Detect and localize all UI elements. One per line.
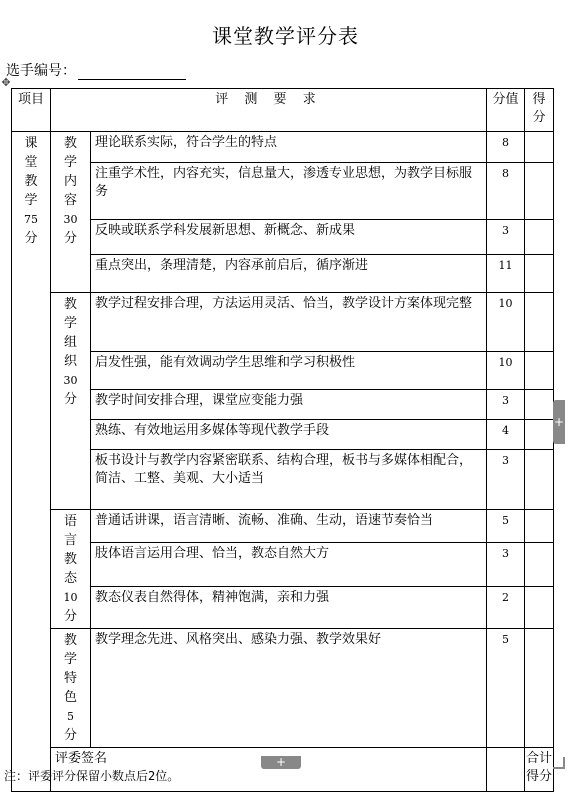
main-category-points: 75 <box>24 213 38 226</box>
criterion-text: 理论联系实际，符合学生的特点 <box>91 132 487 163</box>
criterion-text: 教态仪表自然得体，精神饱满，亲和力强 <box>91 587 487 629</box>
header-points: 分值 <box>487 89 525 132</box>
table-row <box>12 132 554 163</box>
group-unit: 分 <box>63 392 77 407</box>
criterion-points: 8 <box>487 163 525 220</box>
main-category-unit: 分 <box>24 231 38 246</box>
score-input-cell[interactable] <box>525 352 554 390</box>
table-row <box>12 510 554 543</box>
criterion-points: 3 <box>487 390 525 420</box>
footnote: 注：评委评分保留小数点后2位。 <box>4 769 180 783</box>
table-row <box>12 450 554 510</box>
criterion-points: 3 <box>487 450 525 510</box>
criterion-text: 熟练、有效地运用多媒体等现代教学手段 <box>91 420 487 450</box>
criterion-text: 注重学术性，内容充实，信息量大，渗透专业思想，为教学目标服务 <box>91 163 487 220</box>
table-row <box>12 390 554 420</box>
criterion-text: 肢体语言运用合理、恰当，教态自然大方 <box>91 543 487 587</box>
header-score: 得分 <box>525 89 554 132</box>
score-input-cell[interactable] <box>525 163 554 220</box>
group-points: 10 <box>63 591 78 604</box>
criterion-points: 3 <box>487 543 525 587</box>
criterion-text: 教学时间安排合理，课堂应变能力强 <box>91 390 487 420</box>
group-points: 5 <box>67 710 74 723</box>
score-input-cell[interactable] <box>525 220 554 255</box>
judge-signature-label: 评委签名 <box>51 748 487 792</box>
score-input-cell[interactable] <box>525 587 554 629</box>
group-cell-teaching-content <box>51 132 91 293</box>
group-points: 30 <box>63 213 78 226</box>
total-score-label: 合计得分 <box>525 748 554 792</box>
table-row <box>12 163 554 220</box>
table-row <box>12 420 554 450</box>
plus-icon[interactable]: + <box>553 400 565 444</box>
criterion-points: 11 <box>487 255 525 293</box>
contestant-number-blank[interactable] <box>78 65 186 80</box>
header-criteria: 评 测 要 求 <box>51 89 487 132</box>
criterion-points: 5 <box>487 510 525 543</box>
criterion-points: 4 <box>487 420 525 450</box>
group-cell-teaching-organization <box>51 293 91 510</box>
header-row <box>12 89 554 132</box>
score-input-cell[interactable] <box>525 390 554 420</box>
criterion-points: 5 <box>487 629 525 748</box>
group-unit: 分 <box>63 231 77 246</box>
criterion-text: 教学理念先进、风格突出、感染力强、教学效果好 <box>91 629 487 748</box>
group-name: 教学内容 <box>63 136 77 208</box>
score-input-cell[interactable] <box>525 293 554 352</box>
score-input-cell[interactable] <box>525 629 554 748</box>
criterion-points: 10 <box>487 352 525 390</box>
judge-signature-field[interactable] <box>487 748 525 792</box>
contestant-number-label: 选手编号： <box>6 63 76 79</box>
page-title: 课堂教学评分表 <box>212 24 359 48</box>
group-unit: 分 <box>63 728 77 743</box>
table-row <box>12 587 554 629</box>
move-icon[interactable]: ✥ <box>1 76 11 89</box>
criterion-points: 10 <box>487 293 525 352</box>
table-row <box>12 352 554 390</box>
group-cell-teaching-features <box>51 629 91 748</box>
header-project: 项目 <box>12 89 51 132</box>
group-name: 教学组织 <box>63 297 77 369</box>
criterion-text: 板书设计与教学内容紧密联系、结构合理，板书与多媒体相配合，简洁、工整、美观、大小适当 <box>91 450 487 510</box>
score-input-cell[interactable] <box>525 255 554 293</box>
contestant-number-field[interactable] <box>6 60 186 80</box>
score-input-cell[interactable] <box>525 543 554 587</box>
criterion-text: 反映或联系学科发展新思想、新概念、新成果 <box>91 220 487 255</box>
main-category-cell <box>12 132 51 792</box>
score-input-cell[interactable] <box>525 510 554 543</box>
criterion-points: 3 <box>487 220 525 255</box>
main-category-name: 课堂教学 <box>24 136 38 208</box>
table-row <box>12 293 554 352</box>
score-input-cell[interactable] <box>525 132 554 163</box>
corner-marker <box>553 757 565 769</box>
criterion-text: 教学过程安排合理，方法运用灵活、恰当，教学设计方案体现完整 <box>91 293 487 352</box>
plus-icon[interactable]: + <box>261 756 301 769</box>
group-unit: 分 <box>63 609 77 624</box>
group-points: 30 <box>63 374 78 387</box>
score-input-cell[interactable] <box>525 450 554 510</box>
table-row <box>12 255 554 293</box>
criterion-text: 启发性强，能有效调动学生思维和学习积极性 <box>91 352 487 390</box>
group-name: 教学特色 <box>63 633 77 705</box>
criterion-points: 2 <box>487 587 525 629</box>
score-table <box>11 88 554 792</box>
group-name: 语言教态 <box>63 514 77 586</box>
group-cell-language-demeanor <box>51 510 91 629</box>
table-row <box>12 220 554 255</box>
score-input-cell[interactable] <box>525 420 554 450</box>
criterion-points: 8 <box>487 132 525 163</box>
criterion-text: 普通话讲课，语言清晰、流畅、准确、生动，语速节奏恰当 <box>91 510 487 543</box>
table-row <box>12 543 554 587</box>
table-row <box>12 629 554 748</box>
criterion-text: 重点突出，条理清楚，内容承前启后，循序渐进 <box>91 255 487 293</box>
